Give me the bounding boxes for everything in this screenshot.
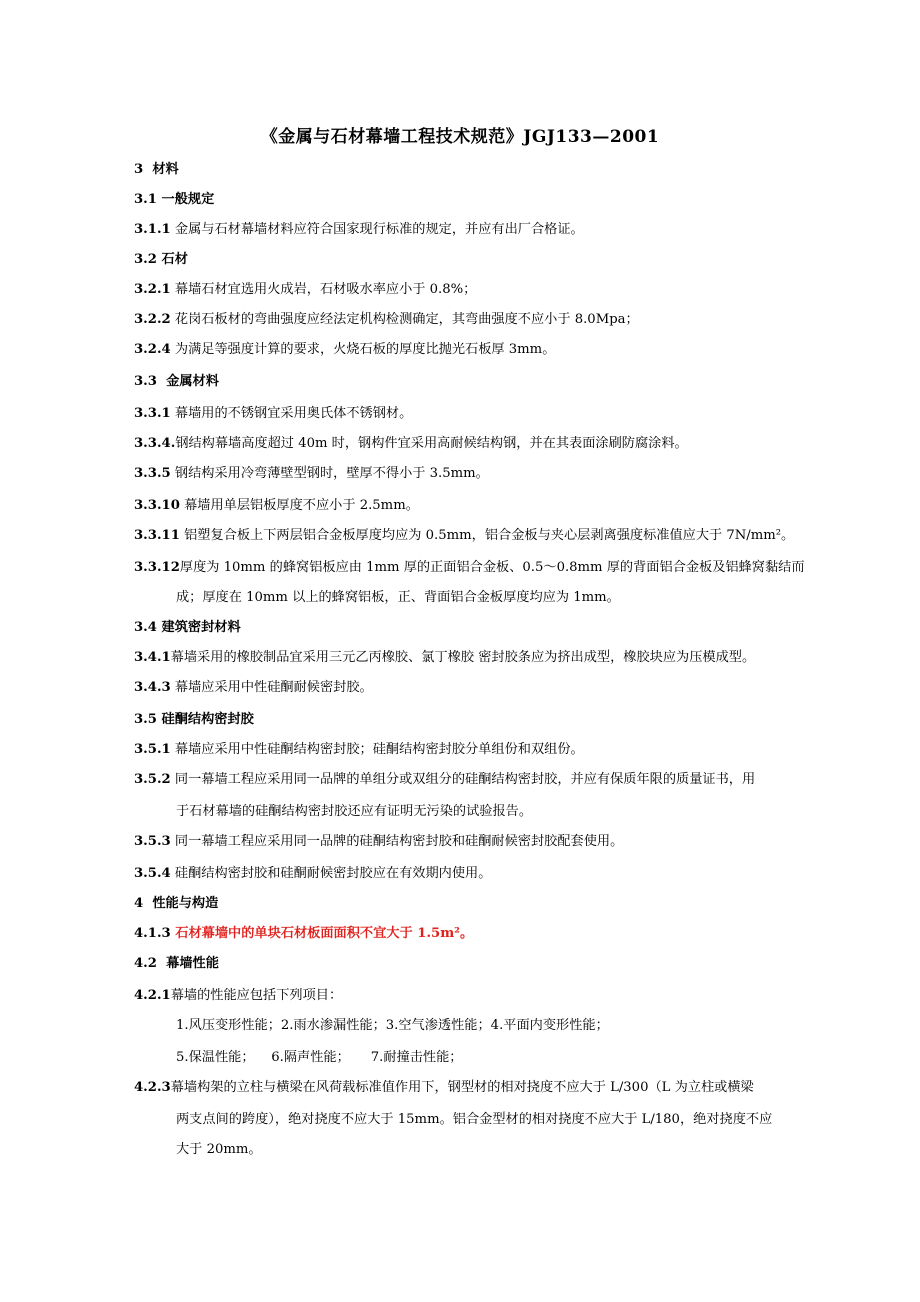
clause-3-4-1 (134, 648, 755, 668)
clause-number: 4.2.1 (134, 988, 171, 1003)
clause-text: 铝塑复合板上下两层铝合金板厚度均应为 0.5mm，铝合金板与夹心层剥离强度标准值应大于 7N/mm²。 (179, 528, 795, 543)
clause-3-2 (134, 250, 188, 270)
clause-text: 为满足等强度计算的要求，火烧石板的厚度比抛光石板厚 3mm。 (170, 342, 556, 357)
clause-3 (134, 160, 179, 180)
clause-number: 3.4 (134, 620, 157, 635)
clause-text: 同一幕墙工程应采用同一品牌的硅酮结构密封胶和硅酮耐候密封胶配套使用。 (170, 834, 624, 849)
clause-text: 金属与石材幕墙材料应符合国家现行标准的规定，并应有出厂合格证。 (170, 222, 584, 237)
clause-text: 硅酮结构密封胶和硅酮耐候密封胶应在有效期内使用。 (170, 866, 492, 881)
clause-text: 幕墙石材宜选用火成岩，石材吸水率应小于 0.8%； (170, 282, 477, 297)
clause-3-5-3 (134, 832, 623, 852)
clause-4 (134, 894, 218, 914)
clause-number: 3.2.4 (134, 342, 171, 357)
clause-number: 3.4.3 (134, 680, 171, 695)
clause-3-1 (134, 190, 214, 210)
clause-3-2-2 (134, 310, 639, 330)
clause-3-5 (134, 710, 254, 730)
clause-number: 3.3.5 (134, 466, 171, 481)
clause-3-3-10 (134, 496, 419, 516)
clause-3-2-4 (134, 340, 555, 360)
clause-number: 4.2 (134, 956, 157, 971)
clause-number: 3.5.2 (134, 772, 171, 787)
clause-number: 3.3.10 (134, 498, 180, 513)
clause-number: 4.2.3 (134, 1080, 171, 1095)
clause-text: 建筑密封材料 (156, 620, 241, 635)
clause-number: 3.3.12 (134, 560, 180, 575)
clause-3-2-1 (134, 280, 476, 300)
clause-3-5-2 (134, 770, 755, 790)
clause-4-2-1 (134, 986, 342, 1006)
clause-number: 4 (134, 896, 144, 911)
clause-number: 3.5 (134, 712, 157, 727)
clause-3-5-1 (134, 740, 584, 760)
clause-continuation (176, 1016, 609, 1036)
clause-number: 3.2 (134, 252, 157, 267)
clause-3-5-4 (134, 864, 491, 884)
clause-text: 1.风压变形性能；2.雨水渗漏性能；3.空气渗透性能；4.平面内变形性能； (176, 1018, 609, 1033)
page-title: 《金属与石材幕墙工程技术规范》JGJ133—2001 (260, 127, 660, 147)
clause-number: 3 (134, 162, 144, 177)
clause-number: 3.3 (134, 374, 157, 389)
clause-text: 幕墙的性能应包括下列项目： (170, 988, 343, 1003)
clause-number: 3.1 (134, 192, 157, 207)
clause-continuation (176, 1140, 262, 1160)
clause-continuation (176, 588, 620, 608)
clause-3-3-4 (134, 434, 688, 454)
clause-3-3-12 (134, 558, 805, 578)
clause-number: 3.5.3 (134, 834, 171, 849)
clause-text: 幕墙应采用中性硅酮结构密封胶；硅酮结构密封胶分单组份和双组份。 (170, 742, 584, 757)
clause-text: 材料 (143, 162, 179, 177)
clause-number: 3.3.1 (134, 406, 171, 421)
clause-text: 硅酮结构密封胶 (156, 712, 254, 727)
clause-number: 3.4.1 (134, 650, 171, 665)
clause-4-2-3 (134, 1078, 754, 1098)
clause-text: 于石材幕墙的硅酮结构密封胶还应有证明无污染的试验报告。 (176, 804, 533, 819)
clause-text: 幕墙采用的橡胶制品宜采用三元乙丙橡胶、氯丁橡胶 密封胶条应为挤出成型，橡胶块应为压模成型。 (170, 650, 756, 665)
clause-text: 幕墙构架的立柱与横梁在风荷载标准值作用下，钢型材的相对挠度不应大于 L/300（L 为立柱或横梁 (170, 1080, 754, 1095)
clause-3-3-5 (134, 464, 489, 484)
clause-text: 幕墙用的不锈钢宜采用奥氏体不锈钢材。 (170, 406, 413, 421)
clause-text: 5.保温性能； 6.隔声性能； 7.耐撞击性能； (176, 1050, 463, 1065)
clause-continuation (176, 1110, 772, 1130)
clause-3-4-3 (134, 678, 373, 698)
clause-text: 石材 (156, 252, 188, 267)
clause-number: 3.1.1 (134, 222, 171, 237)
clause-text: 幕墙应采用中性硅酮耐候密封胶。 (170, 680, 373, 695)
clause-continuation (176, 802, 532, 822)
clause-text: 金属材料 (156, 374, 219, 389)
clause-4-2 (134, 954, 219, 974)
clause-text: 性能与构造 (143, 896, 219, 911)
clause-number: 3.3.11 (134, 528, 180, 543)
clause-continuation (176, 1048, 462, 1068)
clause-text: 两支点间的跨度），绝对挠度不应大于 15mm。铝合金型材的相对挠度不应大于 L/180，绝对挠度不应 (176, 1112, 773, 1127)
clause-3-3 (134, 372, 219, 392)
clause-3-3-11 (134, 526, 794, 546)
clause-text: 钢结构幕墙高度超过 40m 时，钢构件宜采用高耐候结构钢，并在其表面涂刷防腐涂料。 (175, 436, 688, 451)
clause-number: 3.2.2 (134, 312, 171, 327)
clause-text: 幕墙用单层铝板厚度不应小于 2.5mm。 (179, 498, 419, 513)
clause-number: 3.2.1 (134, 282, 171, 297)
clause-number: 3.5.4 (134, 866, 171, 881)
clause-3-3-1 (134, 404, 412, 424)
clause-text: 成；厚度在 10mm 以上的蜂窝铝板，正、背面铝合金板厚度均应为 1mm。 (176, 590, 620, 605)
clause-text: 幕墙性能 (156, 956, 219, 971)
clause-text: 石材幕墙中的单块石材板面面积不宜大于 1.5m²。 (170, 926, 474, 941)
clause-text: 花岗石板材的弯曲强度应经法定机构检测确定，其弯曲强度不应小于 8.0Mpa； (170, 312, 639, 327)
clause-text: 同一幕墙工程应采用同一品牌的单组分或双组分的硅酮结构密封胶，并应有保质年限的质量证书，用 (170, 772, 756, 787)
clause-number: 3.5.1 (134, 742, 171, 757)
clause-4-1-3 (134, 924, 473, 944)
clause-3-1-1 (134, 220, 584, 240)
clause-number: 3.3.4. (134, 436, 176, 451)
clause-text: 钢结构采用冷弯薄壁型钢时，壁厚不得小于 3.5mm。 (170, 466, 489, 481)
clause-text: 一般规定 (156, 192, 215, 207)
clause-3-4 (134, 618, 241, 638)
clause-text: 大于 20mm。 (176, 1142, 262, 1157)
clause-number: 4.1.3 (134, 926, 171, 941)
clause-text: 厚度为 10mm 的蜂窝铝板应由 1mm 厚的正面铝合金板、0.5～0.8mm 厚的背面铝合金板及铝蜂窝黏结而 (179, 560, 805, 575)
